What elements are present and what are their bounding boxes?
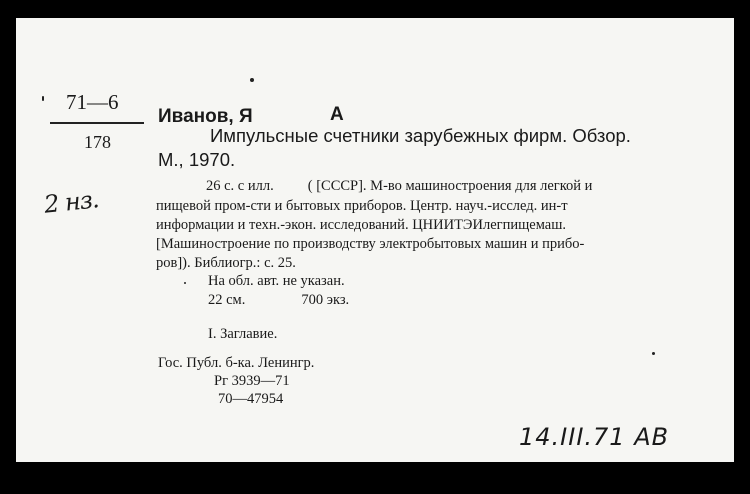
author-initial: А bbox=[330, 104, 344, 125]
call-number-bottom: 178 bbox=[84, 132, 111, 152]
library-line: Гос. Публ. б-ка. Ленингр. bbox=[158, 355, 315, 371]
copies-text: 700 экз. bbox=[301, 292, 350, 308]
call-number-top: 71—6 bbox=[66, 90, 119, 114]
author-name: Иванов, Я bbox=[158, 106, 253, 127]
library-number-line: 70—47954 bbox=[218, 391, 284, 407]
ink-speck bbox=[184, 282, 186, 284]
title-line-1: Импульсные счетники зарубежных фирм. Обзор. bbox=[210, 125, 631, 146]
handwritten-note: 2 нз. bbox=[42, 185, 100, 219]
ink-speck bbox=[250, 78, 254, 82]
title-line-2: М., 1970. bbox=[158, 149, 236, 170]
body-line-2: пищевой пром-сти и бытовых приборов. Центр. науч.-исслед. ин-т bbox=[156, 198, 568, 214]
note-line: На обл. авт. не указан. bbox=[208, 273, 345, 289]
subject-line: I. Заглавие. bbox=[208, 326, 278, 342]
size-copies-line bbox=[208, 292, 349, 309]
ink-speck bbox=[42, 96, 44, 101]
ink-speck bbox=[652, 352, 655, 355]
pages-text: 26 с. с илл. bbox=[206, 178, 274, 194]
body-line-5: ров]). Библиогр.: с. 25. bbox=[156, 255, 296, 271]
size-text: 22 см. bbox=[208, 292, 246, 308]
body-line-1 bbox=[206, 178, 592, 195]
catalog-card bbox=[16, 18, 734, 462]
series-text: ( [СССР]. М-во машиностроения для легкой и bbox=[307, 178, 593, 194]
body-line-4: [Машиностроение по производству электробытовых машин и прибо- bbox=[156, 236, 585, 252]
handwritten-date: 14.III.71 AB bbox=[519, 423, 670, 451]
call-number-divider bbox=[50, 122, 144, 124]
body-line-3: информации и техн.-экон. исследований. ЦНИИТЭИлегпищемаш. bbox=[156, 217, 567, 233]
library-code-line: Рг 3939—71 bbox=[214, 373, 290, 389]
